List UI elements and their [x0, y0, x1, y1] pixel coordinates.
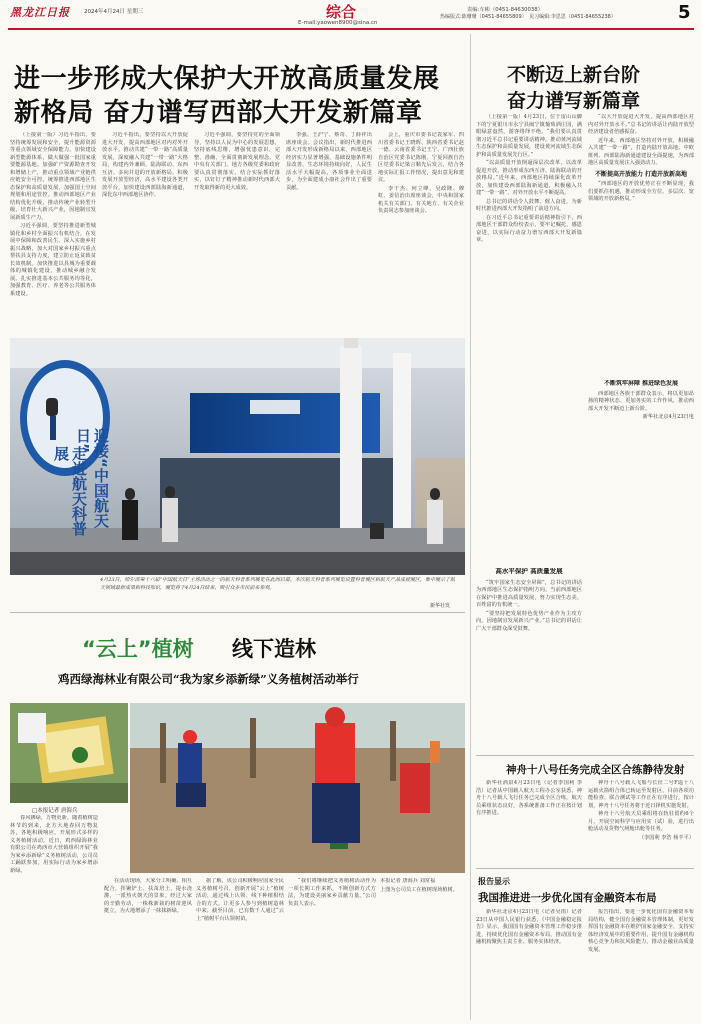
tree-card-caption: □本报记者 唐海兵 [32, 808, 78, 814]
photo-title-2: 走进航天科普展 [52, 446, 88, 536]
right-paragraph: （上接第一版）4月23日，位于雷山山脚下的宁夏银川市永宁县闽宁镇葡萄酒庄园，满眼绿意盎然，游客络绎不绝。“我们要认真贯彻习近平总书记重要讲话精神，推动黄河流域生态保护和高质量发展，建设黄河流域生态保护和高质量发展先行区。” [476, 114, 582, 158]
space-column-1 [476, 780, 582, 855]
right-headline-1: 不断迈上新台阶 [507, 64, 641, 86]
lead-paragraph: （上接第一版）习近平指出，要坚持统筹发展和安全，提升能源资源等重点领域安全保障能力。加快建设新型能源体系，做大做强一批国家重要能源基地。加强矿产资源勘查开发和增储上产，推动重点领域产业链供应链安全可控。统筹推进西部地区生态保护和高质量发展，加强国土空间规划和用途管控。推动西部地区产业结构优化升级，推动传统产业转型升级，培育壮大新兴产业，因地制宜发展新质生产力。 [10, 132, 96, 221]
paper-name: 黑龙江日报 [10, 6, 70, 19]
issue-date: 2024年4月24日 星期三 [84, 9, 144, 15]
divider [476, 755, 694, 756]
tree-paragraph: “我们将继续把义务植树活动作为一项长期工作来抓，不断创新方式方法，为建设美丽家乡贡献力量。”公司负责人表示。 [288, 878, 376, 907]
tree-headline-left: “云上”植树 [82, 637, 194, 661]
tree-body-column-2 [104, 878, 192, 1020]
tree-body-column-1 [10, 815, 98, 1020]
lead-column-1 [10, 132, 96, 332]
photo-caption: 4月23日，哈尔滨第十六届“中国航天日”主场活动之一的航天科普系列展览在此间启幕。本次航天科普系列展览设置科普展区和航天产品成就展区，集中展示了航天领域最新成果和科技知识，展览将于4月24日结束，吸引众多市民前来参观。 [100, 577, 455, 591]
right-subhead-1: 不断提高开放能力 打造开放新高地 [594, 170, 688, 178]
divider [476, 868, 694, 869]
right-paragraph: 近年来，西部地区坚持对外开放，积极融入共建“一带一路”，打造内陆开放高地。中欧班列、西部陆海新通道建设全面提速，为西部地区高质量发展注入强劲动力。 [588, 137, 694, 166]
photo-vertical-title [50, 428, 110, 548]
tree-photo-notes [380, 878, 464, 1020]
planting-scene-illustration [130, 703, 465, 873]
tree-body-column-4 [288, 878, 376, 1020]
right-paragraph: 在习近平总书记重要讲话精神指引下，西部地区干部群众纷纷表示，要牢记嘱托、感恩奋进，以实际行动奋力谱写西部大开发新篇章。 [476, 214, 582, 243]
lead-paragraph: 习近平强调，要坚持党的全面领导，坚持以人民为中心的发展思想，坚持底线思维，增强忧患意识，完整、准确、全面贯彻新发展理念。党中央有关部门、地方各级党委和政府要认真贯彻落实，结合实际抓好落实，以钉钉子精神推动新时代西部大开发取得新的更大成效。 [194, 132, 280, 191]
space-paragraph: 新华社酒泉4月23日电（记者李国利 李浩）记者从中国载人航天工程办公室获悉，神舟十八号载人飞行任务已完成全区合练，航天员乘组状态良好，各系统准备工作正在按计划有序推进。 [476, 780, 582, 816]
finance-headline: 我国推进进一步优化国有金融资本布局 [478, 892, 657, 904]
right-paragraph: “以大开放促进大开发，提高西部地区对内对外开放水平。”总书记的讲话让内陆开放型经济建设者倍感振奋。 [588, 114, 694, 135]
lead-paragraph: 会上，重庆市委书记袁家军、四川省委书记王晓晖、陕西省委书记赵一德、云南省委书记王宁、广西壮族自治区党委书记陈刚、宁夏回族自治区党委书记梁言顺先后发言，结合各地实际汇报工作情况，提出意见和建议。 [378, 132, 464, 183]
design-line: 热编版式:陈珊珊（0451-84655809） 见习编辑:李思思（0451-84655238） [440, 14, 616, 20]
tree-photo-credit: 本报记者 唐海兵 刘常福 [380, 878, 436, 884]
finance-column-1 [476, 909, 582, 1021]
tree-paragraph: 据了解，该公司积极响应国家全民义务植树号召，创新开展“云上”植树活动，通过线上认领、线下种植相结合的方式，让更多人参与到植树造林中来。截至目前，已有数千人通过“云上”植树平台认领树苗。 [196, 878, 284, 922]
space-credit: （李国利 李浩 杨羊平） [638, 834, 694, 841]
page-number: 5 [678, 2, 691, 23]
lead-paragraph: 李强、王沪宁、蔡奇、丁薛祥出席座谈会。会议指出，新时代推进西部大开发形成新格局以来，西部地区经济实力显著增强，基础设施条件明显改善，生态环境持续向好，人民生活水平大幅提高，各项事业全面进步，为全面建成小康社会作出了重要贡献。 [286, 132, 372, 191]
section-email: E-mail:yaowen8900@sina.cn [298, 20, 378, 26]
right-credit: 新华社北京4月23日电 [642, 414, 694, 420]
tree-certificate-illustration [10, 703, 128, 803]
lead-paragraph: 习近平指出，要坚持以大开放促进大开发，提高西部地区对内对外开放水平。推动共建“一带一路”高质量发展，深度融入共建“一带一路”大格局，构建内外兼顾、陆海联动、东西互济、多向并进的开放新格局。积极发展开放型经济，高水平建设各类开放平台，加快建设西部陆海新通道，深化东中西部地区协作。 [102, 132, 188, 198]
lead-column-2 [102, 132, 188, 332]
finance-paragraph: 新华社北京4月23日电（记者吴雨）记者23日从中国人民银行获悉，《中国金融稳定报告》显示，我国国有金融资本管理工作稳步推进，持续优化国有金融资本布局，推动国有金融机构聚焦主责主业、服务实体经济。 [476, 909, 582, 945]
right-column-a-lower [476, 568, 582, 748]
section-title: 综合 [326, 3, 357, 21]
finance-paragraph: 报告指出，要进一步优化国有金融资本布局结构，健全国有金融资本管理体制，更好发挥国有金融资本在维护国家金融安全、支持实体经济发展中的重要作用，提升国有金融机构核心竞争力和抗风险能力，推动金融业高质量发展。 [588, 909, 694, 953]
tree-paragraph: 在活动现场，大家分工明确、相互配合，挥锹铲土、扶苗培土、提水浇灌，一派热火朝天的景象。经过大家的辛勤劳动，一株株新栽的树苗迎风挺立，为大地增添了一抹抹新绿。 [104, 878, 192, 914]
right-paragraph: 西部地区各族干部群众表示，将以更加昂扬的精神状态、更加务实的工作作风，推动西部大开发不断迈上新台阶。 [588, 390, 694, 412]
lead-paragraph: 李干杰、何立峰、吴政隆、穆虹、姜信治出席座谈会，中央和国家机关有关部门、有关地方、有关企业负责同志参加座谈会。 [378, 185, 464, 214]
tree-body-column-3 [196, 878, 284, 1020]
lead-column-4 [286, 132, 372, 332]
right-paragraph: “要坚持把发展特色优势产业作为主攻方向，因地制宜发展新兴产业。”总书记的讲话让广大干部群众深受鼓舞。 [476, 610, 582, 632]
lead-headline-1: 进一步形成大保护大开放高质量发展 [14, 64, 440, 94]
right-paragraph: 总书记的讲话令人鼓舞、催人奋进，为新时代推进西部大开发指明了前进方向。 [476, 198, 582, 212]
tree-planting-photo [130, 703, 465, 873]
right-paragraph: “以高质量开放倒逼深层次改革，以改革促进开放，推动形成东西互济、陆海联动的开放格局。”近年来，西部地区持续深化改革开放，加快建设西部陆海新通道，积极融入共建“一带一路”，对外开放水平不断提高。 [476, 160, 582, 196]
right-column-b [588, 114, 694, 364]
right-subhead-2: 不断筑牢屏障 推进绿色发展 [603, 380, 679, 387]
lead-headline-2: 新格局 奋力谱写西部大开发新篇章 [14, 98, 423, 128]
lead-column-5 [378, 132, 464, 332]
right-paragraph: “西部地区的开放优势正在不断显现，我们要抓住机遇，推动形成全方位、多层次、宽领域的开放新格局。” [588, 181, 694, 202]
lead-paragraph: 习近平强调，要坚持推进新型城镇化和乡村全面振兴有机结合，在发展中保障和改善民生。深入实施乡村振兴战略，加大对国家乡村振兴重点帮扶县支持力度，建立防止返贫致贫长效机制。加快推进以县城为重要载体的城镇化建设，推动城乡融合发展。扎实推进基本公共服务均等化，加强教育、医疗、养老等公共服务体系建设。 [10, 223, 96, 297]
aerospace-exhibition-photo [10, 338, 465, 575]
finance-kicker: 报告显示 [478, 876, 510, 886]
right-column-a [476, 114, 582, 484]
photo-credit: 新华社发 [430, 603, 451, 609]
lead-column-3 [194, 132, 280, 332]
space-column-2 [588, 780, 694, 855]
photo-title-1: 迎接“中国航天日” [74, 428, 110, 528]
divider [10, 612, 465, 613]
photo-caption-band [10, 552, 465, 575]
space-headline: 神舟十八号任务完成全区合练静待发射 [506, 764, 685, 776]
right-paragraph: “筑牢国家生态安全屏障”，总书记的讲话为西部地区生态保护指明方向。当前西部地区在保护中推进高质量发展，努力实现生态美、百姓富的有机统一。 [476, 579, 582, 608]
right-headline-2: 奋力谱写新篇章 [507, 90, 641, 112]
right-column-b-lower [588, 380, 694, 740]
tree-headline-right: 线下造林 [232, 637, 316, 661]
tree-photo-note: 上图为公司员工在植树现场植树。 [380, 886, 458, 893]
tree-subheadline: 鸡西绿海林业有限公司“我为家乡添新绿”义务植树活动举行 [58, 672, 359, 686]
space-paragraph: 神舟十八号航天员乘组将在轨驻留约6个月，开展空间科学与应用实（试）验，进行出舱活动及货物气闸舱出舱等任务。 [588, 811, 694, 832]
tree-card-photo [10, 703, 128, 803]
masthead-rule [8, 28, 694, 30]
space-paragraph: 神舟十八号载人飞船与长征二号F遥十八运载火箭组合体已转运至发射区，目前各项功能检查、联合测试等工作正在有序进行。按计划，神舟十八号任务将于近日择机实施发射。 [588, 780, 694, 809]
tree-paragraph: 春风拂绿，万物更新。随着植树造林节的到来，北方大地春回万物复苏，各地积极响应，开展形式多样的义务植树活动。近日，鸡西绿海林业有限公司在鸡西市大营镇组织开展“我为家乡添新绿”义务植树活动，公司员工踊跃参加，用实际行动为家乡增添新绿。 [10, 815, 98, 874]
column-divider [470, 34, 471, 1020]
right-subhead-3: 高水平保护 高质量发展 [495, 568, 563, 575]
finance-column-2 [588, 909, 694, 1021]
editor-line: 责编:车彬（0451-84630038） [467, 7, 543, 13]
